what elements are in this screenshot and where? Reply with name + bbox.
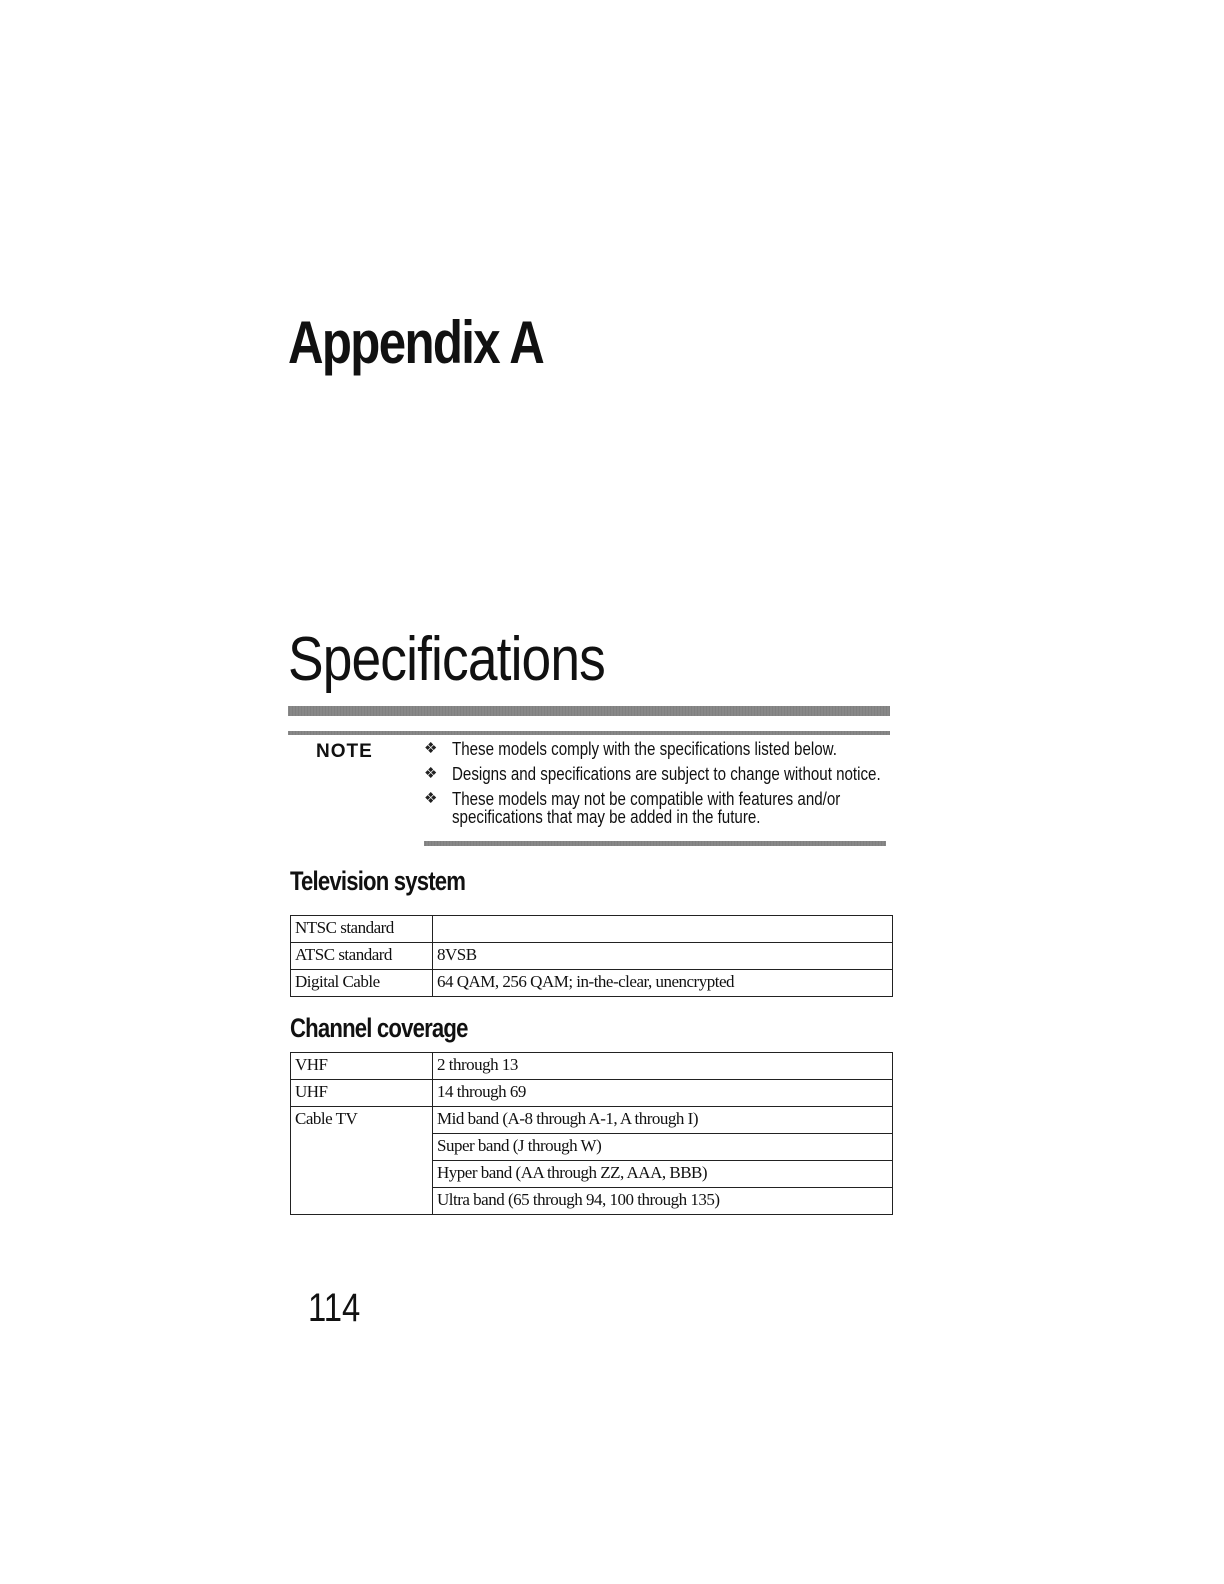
note-item xyxy=(424,790,894,826)
table-cell-value: 2 through 13 xyxy=(433,1053,893,1080)
note-item xyxy=(424,765,894,783)
note-list xyxy=(424,740,894,833)
channel-coverage-heading: Channel coverage xyxy=(290,1013,468,1043)
page-number: 114 xyxy=(308,1286,361,1330)
table-row xyxy=(291,970,893,997)
diamond-bullet-icon: ❖ xyxy=(424,790,438,807)
table-cell-value: Mid band (A-8 through A-1, A through I) xyxy=(433,1107,893,1134)
table-cell-label: Cable TV xyxy=(291,1107,433,1215)
table-cell-label: NTSC standard xyxy=(291,916,433,943)
note-item xyxy=(424,740,894,758)
appendix-title: Appendix A xyxy=(288,309,544,376)
diamond-bullet-icon: ❖ xyxy=(424,740,438,757)
title-rule xyxy=(288,706,890,716)
note-top-rule xyxy=(288,731,890,735)
table-row xyxy=(291,1053,893,1080)
table-cell-value: 8VSB xyxy=(433,943,893,970)
table-cell-label: UHF xyxy=(291,1080,433,1107)
table-cell-value: 64 QAM, 256 QAM; in-the-clear, unencrypted xyxy=(433,970,893,997)
note-item-text: These models comply with the specifications listed below. xyxy=(452,739,837,759)
table-cell-label: VHF xyxy=(291,1053,433,1080)
table-row xyxy=(291,943,893,970)
channel-coverage-table xyxy=(290,1052,893,1215)
table-row xyxy=(291,916,893,943)
chapter-title: Specifications xyxy=(288,625,605,694)
note-item-text: These models may not be compatible with features and/or specifications that may be added in the future. xyxy=(452,789,841,827)
table-row xyxy=(291,1107,893,1134)
television-system-heading: Television system xyxy=(290,866,466,896)
table-cell-label: Digital Cable xyxy=(291,970,433,997)
diamond-bullet-icon: ❖ xyxy=(424,765,438,782)
table-row xyxy=(291,1080,893,1107)
note-item-text: Designs and specifications are subject to change without notice. xyxy=(452,764,881,784)
note-label: NOTE xyxy=(316,741,373,762)
table-cell-value: Ultra band (65 through 94, 100 through 135) xyxy=(433,1188,893,1215)
table-cell-value xyxy=(433,916,893,943)
note-bottom-rule xyxy=(424,841,886,846)
table-cell-value: Hyper band (AA through ZZ, AAA, BBB) xyxy=(433,1161,893,1188)
table-cell-value: Super band (J through W) xyxy=(433,1134,893,1161)
table-cell-value: 14 through 69 xyxy=(433,1080,893,1107)
table-cell-label: ATSC standard xyxy=(291,943,433,970)
television-system-table xyxy=(290,915,893,997)
